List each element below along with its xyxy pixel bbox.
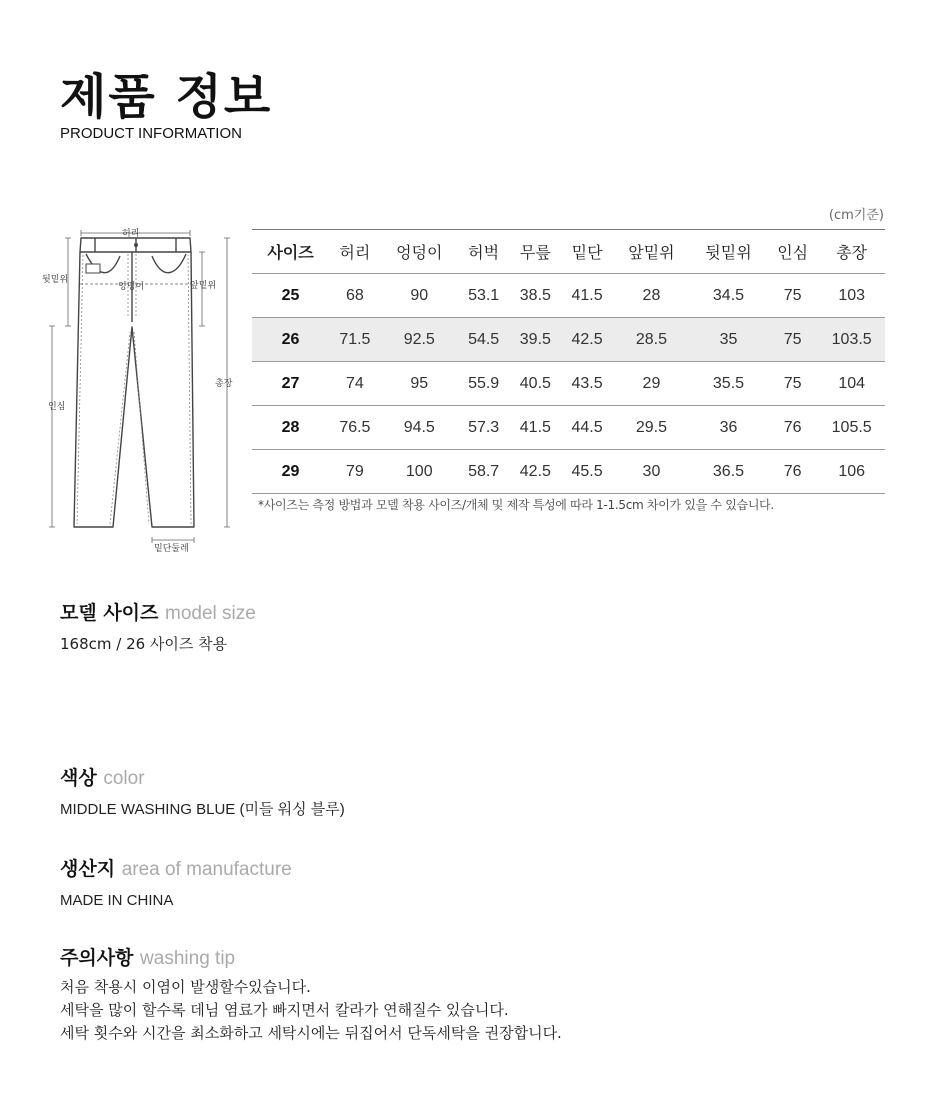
measurement-cell: 35.5 (712, 374, 745, 392)
col-header-waist: 허리 (339, 243, 371, 262)
origin-title-en: area of manufacture (121, 859, 292, 880)
measurement-cell: 103.5 (831, 330, 872, 348)
col-header-hem: 밑단 (571, 243, 603, 262)
measurement-cell: 54.5 (468, 330, 500, 348)
origin-body: MADE IN CHINA (60, 892, 174, 909)
measurement-cell: 55.9 (468, 374, 500, 392)
diagram-label-waist: 허리 (122, 229, 140, 239)
washing-title-kr: 주의사항 (60, 947, 134, 969)
measurement-cell: 100 (405, 462, 433, 480)
measurement-cell: 92.5 (403, 330, 435, 348)
size-cell: 25 (281, 286, 300, 304)
washing-line: 세탁 횟수와 시간을 최소화하고 세탁시에는 뒤집어서 단독세탁을 권장합니다. (60, 1024, 562, 1042)
measurement-cell: 76.5 (339, 418, 371, 436)
table-row (252, 406, 885, 450)
color-section (60, 763, 345, 821)
origin-heading (60, 854, 292, 881)
measurement-cell: 95 (410, 374, 429, 392)
size-cell: 29 (281, 462, 300, 480)
measurement-cell: 106 (838, 462, 866, 480)
model-size-heading (60, 598, 256, 625)
size-note: *사이즈는 측정 방법과 모델 착용 사이즈/개체 및 제작 특성에 따라 1-1.5cm 차이가 있을 수 있습니다. (258, 498, 774, 512)
measurement-cell: 29.5 (635, 418, 668, 436)
measurement-cell: 105.5 (831, 418, 872, 436)
measurement-cell: 34.5 (712, 286, 745, 304)
measurement-cell: 57.3 (468, 418, 500, 436)
measurement-cell: 36.5 (712, 462, 745, 480)
col-header-knee: 무릎 (519, 243, 551, 262)
size-cell: 28 (281, 418, 300, 436)
measurement-cell: 39.5 (519, 330, 551, 348)
measurement-cell: 71.5 (339, 330, 371, 348)
washing-line: 세탁을 많이 할수록 데님 염료가 빠지면서 칼라가 연해질수 있습니다. (60, 1001, 509, 1019)
measurement-cell: 75 (783, 374, 802, 392)
measurement-cell: 75 (783, 330, 802, 348)
washing-section (60, 943, 562, 1045)
col-header-thigh: 허벅 (468, 243, 500, 262)
measurement-cell: 41.5 (571, 286, 603, 304)
col-header-length: 총장 (836, 243, 868, 262)
col-header-back-rise: 뒷밑위 (705, 243, 752, 262)
col-header-hip: 엉덩이 (396, 243, 443, 262)
measurement-cell: 41.5 (519, 418, 551, 436)
table-header-row (252, 230, 885, 274)
measurement-cell: 58.7 (468, 462, 500, 480)
origin-title-kr: 생산지 (60, 858, 116, 880)
size-table-body (252, 274, 885, 494)
measurement-cell: 36 (719, 418, 738, 436)
measurement-cell: 28.5 (635, 330, 668, 348)
diagram-label-inseam: 인심 (48, 402, 66, 412)
model-size-body: 168cm / 26 사이즈 착용 (60, 635, 228, 653)
color-body: MIDDLE WASHING BLUE (미들 워싱 블루) (60, 801, 345, 818)
measurement-cell: 76 (783, 418, 802, 436)
size-cell: 27 (281, 374, 300, 392)
origin-section (60, 854, 292, 912)
color-heading (60, 763, 345, 790)
size-cell: 26 (281, 330, 300, 348)
measurement-cell: 43.5 (571, 374, 603, 392)
diagram-label-back-rise: 뒷밑위 (42, 275, 69, 285)
measurement-cell: 104 (838, 374, 866, 392)
model-size-title-en: model size (165, 603, 256, 624)
page-title: 제품 정보 (60, 69, 273, 125)
measurement-cell: 44.5 (571, 418, 603, 436)
col-header-front-rise: 앞밑위 (628, 243, 675, 262)
model-size-title-kr: 모델 사이즈 (60, 602, 159, 624)
measurement-cell: 76 (783, 462, 802, 480)
measurement-cell: 103 (838, 286, 866, 304)
washing-title-en: washing tip (140, 948, 236, 969)
diagram-label-front-rise: 앞밑위 (190, 281, 217, 291)
measurement-cell: 74 (345, 374, 364, 392)
measurement-cell: 28 (642, 286, 661, 304)
model-size-section (60, 598, 256, 656)
measurement-cell: 94.5 (403, 418, 435, 436)
color-title-en: color (103, 768, 145, 789)
washing-heading (60, 943, 562, 970)
color-title-kr: 색상 (60, 767, 97, 789)
measurement-cell: 30 (642, 462, 661, 480)
measurement-cell: 35 (719, 330, 738, 348)
table-row (252, 450, 885, 494)
measurement-cell: 38.5 (519, 286, 551, 304)
measurement-cell: 79 (345, 462, 364, 480)
washing-line: 처음 착용시 이염이 발생할수있습니다. (60, 978, 311, 996)
table-row (252, 318, 885, 362)
washing-list (60, 976, 562, 1045)
measurement-cell: 40.5 (519, 374, 551, 392)
jeans-measurement-diagram (40, 222, 240, 562)
measurement-cell: 42.5 (571, 330, 603, 348)
measurement-cell: 42.5 (519, 462, 551, 480)
size-table (252, 229, 885, 494)
diagram-label-hip: 엉덩이 (118, 282, 145, 292)
measurement-cell: 68 (345, 286, 364, 304)
diagram-label-hem: 밑단둘레 (154, 544, 189, 554)
measurement-cell: 53.1 (468, 286, 500, 304)
jeans-icon (40, 222, 240, 562)
col-header-inseam: 인심 (777, 243, 809, 262)
col-header-size: 사이즈 (267, 243, 314, 262)
unit-note: (cm기준) (828, 208, 884, 223)
measurement-cell: 75 (783, 286, 802, 304)
measurement-cell: 90 (410, 286, 429, 304)
measurement-cell: 29 (642, 374, 661, 392)
page-subtitle: PRODUCT INFORMATION (60, 125, 242, 142)
diagram-label-length: 총장 (215, 379, 233, 389)
table-row (252, 274, 885, 318)
table-row (252, 362, 885, 406)
measurement-cell: 45.5 (571, 462, 603, 480)
